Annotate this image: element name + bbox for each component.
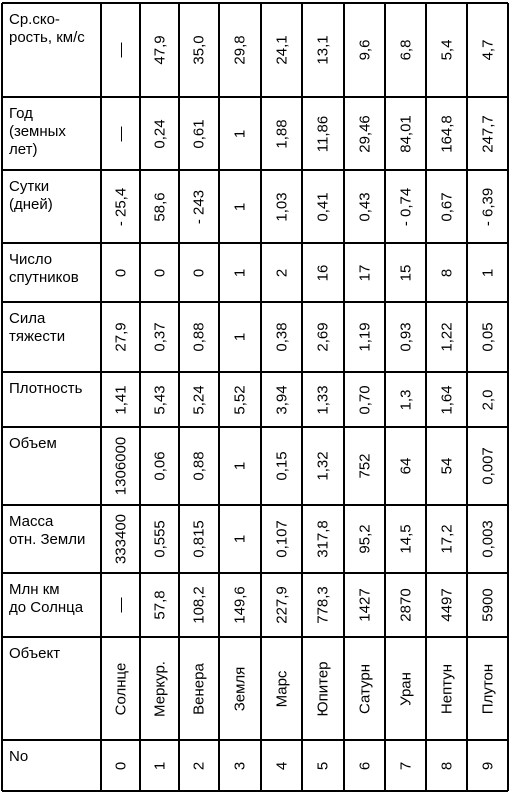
cell-value: 2,0: [479, 389, 496, 410]
cell-value: 778,3: [314, 586, 332, 624]
cell-value: 333400: [112, 513, 129, 565]
grid-column-line: [260, 3, 262, 791]
cell-value: 5900: [479, 588, 496, 622]
table-cell: [140, 302, 179, 372]
table-cell: [385, 243, 426, 302]
row-header-label: Объем: [9, 435, 57, 452]
table-cell: [467, 243, 508, 302]
table-cell: [140, 573, 179, 637]
table-cell: [261, 637, 302, 740]
table-cell: [302, 740, 344, 791]
cell-value: 4,7: [479, 39, 496, 61]
table-cell: [302, 3, 344, 97]
cell-value: 247,7: [479, 114, 496, 153]
table-cell: [426, 427, 467, 505]
table-cell: [467, 740, 508, 791]
table-cell: [426, 3, 467, 97]
cell-value: 0,24: [151, 118, 168, 149]
table-cell: [101, 573, 140, 637]
cell-value: 5,4: [438, 39, 455, 61]
cell-value: 1,19: [356, 322, 373, 352]
cell-value: Меркур.: [151, 660, 168, 717]
table-cell: [385, 97, 426, 170]
table-cell: [426, 740, 467, 791]
table-cell: [140, 427, 179, 505]
table-cell: [344, 170, 385, 243]
table-cell: [219, 740, 261, 791]
cell-value: 95,2: [356, 524, 373, 554]
table-cell: [179, 427, 219, 505]
table-cell: [261, 427, 302, 505]
cell-value: 149,6: [231, 586, 249, 624]
row-header: [2, 3, 101, 97]
row-header: [2, 573, 101, 637]
table-cell: [385, 427, 426, 505]
row-header-label: No: [9, 748, 29, 765]
table-cell: [140, 243, 179, 302]
table-cell: [344, 505, 385, 573]
cell-value: 0,05: [479, 322, 496, 352]
table-cell: [219, 637, 261, 740]
cell-value: 15: [397, 264, 414, 281]
cell-value: 6,8: [397, 39, 414, 61]
cell-value: Нептун: [438, 663, 455, 714]
cell-value: 57,8: [151, 590, 168, 620]
table-cell: [426, 302, 467, 372]
cell-value: 1: [231, 534, 249, 544]
table-cell: [344, 97, 385, 170]
cell-value: 0,815: [190, 520, 208, 558]
cell-value: - 25,4: [112, 187, 129, 226]
cell-value: 8: [438, 761, 455, 770]
cell-value: 4: [273, 761, 290, 770]
grid-row-line: [2, 636, 508, 638]
row-header: [2, 427, 101, 505]
cell-value: 1,88: [273, 118, 290, 149]
cell-value: 16: [314, 264, 332, 281]
table-cell: [219, 170, 261, 243]
cell-value: 29,46: [356, 114, 373, 153]
row-header-label: Объект: [9, 645, 61, 662]
cell-value: 54: [438, 457, 455, 475]
table-cell: [426, 505, 467, 573]
row-header: [2, 170, 101, 243]
table-cell: [101, 302, 140, 372]
table-cell: [467, 372, 508, 427]
table-cell: [426, 97, 467, 170]
row-header: [2, 372, 101, 427]
cell-value: 17: [356, 264, 373, 281]
table-cell: [344, 372, 385, 427]
table-cell: [302, 372, 344, 427]
cell-value: 1,22: [438, 322, 455, 352]
table-cell: [302, 573, 344, 637]
table-cell: [302, 637, 344, 740]
cell-value: 0: [151, 268, 168, 277]
cell-value: 27,9: [112, 322, 129, 352]
table-cell: [344, 637, 385, 740]
cell-value: 6: [356, 761, 373, 770]
cell-value: 7: [397, 761, 414, 770]
cell-value: 1: [231, 129, 249, 138]
cell-value: 0,107: [273, 520, 290, 558]
table-cell: [179, 97, 219, 170]
cell-value: 3,94: [273, 384, 290, 415]
table-cell: [344, 243, 385, 302]
table-cell: [140, 505, 179, 573]
cell-value: 1: [479, 268, 496, 277]
cell-value: 0,88: [190, 451, 208, 481]
table-cell: [344, 740, 385, 791]
table-cell: [219, 372, 261, 427]
table-cell: [385, 302, 426, 372]
cell-value: Плутон: [479, 663, 496, 714]
table-cell: [101, 637, 140, 740]
cell-value: Земля: [231, 666, 249, 711]
table-cell: [219, 573, 261, 637]
row-header-label: Ср.ско- рость, км/с: [9, 11, 85, 46]
grid-column-line: [507, 3, 509, 791]
table-cell: [261, 3, 302, 97]
cell-value: Марс: [273, 670, 290, 707]
cell-value: 3: [231, 761, 249, 770]
cell-value: 0,003: [479, 520, 496, 558]
row-header: [2, 637, 101, 740]
grid-column-line: [301, 3, 303, 791]
cell-value: —: [112, 126, 129, 141]
cell-value: 9: [479, 761, 496, 770]
grid-row-line: [2, 96, 508, 98]
row-header-label: Плотность: [9, 380, 83, 397]
row-header: [2, 97, 101, 170]
row-header-label: Год (земных лет): [9, 105, 66, 158]
table-cell: [179, 302, 219, 372]
cell-value: 35,0: [190, 35, 208, 65]
cell-value: 29,8: [231, 35, 249, 65]
cell-value: 1,33: [314, 384, 332, 415]
table-cell: [101, 372, 140, 427]
cell-value: Венера: [190, 662, 208, 715]
cell-value: 2870: [397, 588, 414, 622]
cell-value: 0,61: [190, 118, 208, 149]
table-cell: [179, 740, 219, 791]
table-cell: [101, 243, 140, 302]
grid-row-line: [2, 739, 508, 741]
table-cell: [344, 302, 385, 372]
table-cell: [219, 243, 261, 302]
cell-value: 0: [112, 268, 129, 277]
cell-value: - 6,39: [479, 187, 496, 226]
table-cell: [179, 505, 219, 573]
table-cell: [426, 170, 467, 243]
row-header-label: Млн км до Солнца: [9, 581, 84, 616]
cell-value: Сатурн: [356, 663, 373, 714]
cell-value: 0,37: [151, 322, 168, 352]
cell-value: 14,5: [397, 524, 414, 554]
cell-value: —: [112, 42, 129, 58]
table-cell: [219, 427, 261, 505]
row-header: [2, 302, 101, 372]
table-cell: [261, 243, 302, 302]
row-header: [2, 243, 101, 302]
table-cell: [385, 637, 426, 740]
table-cell: [101, 97, 140, 170]
cell-value: 1: [231, 268, 249, 277]
cell-value: 2,69: [314, 322, 332, 352]
table-cell: [140, 170, 179, 243]
cell-value: 1: [231, 332, 249, 342]
table-cell: [219, 97, 261, 170]
table-cell: [302, 243, 344, 302]
table-cell: [261, 573, 302, 637]
cell-value: 64: [397, 457, 414, 475]
table-cell: [219, 302, 261, 372]
cell-value: - 0,74: [397, 187, 414, 226]
table-cell: [467, 427, 508, 505]
cell-value: 0: [112, 761, 129, 770]
table-cell: [140, 97, 179, 170]
table-cell: [261, 97, 302, 170]
cell-value: 2: [190, 761, 208, 770]
cell-value: 0,555: [151, 520, 168, 558]
table-cell: [344, 573, 385, 637]
table-cell: [179, 573, 219, 637]
table-cell: [426, 573, 467, 637]
table-cell: [261, 170, 302, 243]
cell-value: —: [112, 597, 129, 613]
grid-row-line: [2, 301, 508, 303]
cell-value: 8: [438, 268, 455, 277]
cell-value: 1: [151, 761, 168, 770]
row-header-label: Сутки (дней): [9, 178, 53, 213]
cell-value: 317,8: [314, 520, 332, 558]
cell-value: 9,6: [356, 39, 373, 61]
table-cell: [344, 3, 385, 97]
row-header-label: Масса отн. Земли: [9, 513, 86, 548]
cell-value: 1,3: [397, 389, 414, 410]
table-cell: [179, 243, 219, 302]
table-cell: [467, 505, 508, 573]
cell-value: 17,2: [438, 524, 455, 554]
cell-value: 227,9: [273, 586, 290, 624]
table-cell: [467, 302, 508, 372]
cell-value: 0,93: [397, 322, 414, 352]
cell-value: 164,8: [438, 114, 455, 153]
table-cell: [426, 372, 467, 427]
grid-row-line: [2, 371, 508, 373]
cell-value: 1,64: [438, 384, 455, 415]
cell-value: 2: [273, 268, 290, 277]
cell-value: 0,67: [438, 191, 455, 222]
cell-value: 0,43: [356, 191, 373, 222]
cell-value: 0,88: [190, 322, 208, 352]
grid-column-line: [100, 3, 102, 791]
table-cell: [385, 740, 426, 791]
cell-value: 24,1: [273, 35, 290, 65]
grid-row-line: [2, 2, 508, 4]
table-cell: [140, 740, 179, 791]
table-cell: [385, 170, 426, 243]
table-cell: [219, 505, 261, 573]
cell-value: 58,6: [151, 191, 168, 222]
cell-value: 4497: [438, 588, 455, 622]
cell-value: 5,43: [151, 384, 168, 415]
table-cell: [179, 3, 219, 97]
cell-value: 1427: [356, 588, 373, 622]
table-cell: [467, 97, 508, 170]
cell-value: 1,03: [273, 191, 290, 222]
grid-column-line: [466, 3, 468, 791]
table-cell: [467, 637, 508, 740]
cell-value: 1,41: [112, 384, 129, 415]
cell-value: 11,86: [314, 115, 332, 152]
cell-value: 84,01: [397, 114, 414, 153]
table-cell: [467, 3, 508, 97]
grid-row-line: [2, 169, 508, 171]
cell-value: 752: [356, 453, 373, 479]
grid-column-line: [343, 3, 345, 791]
cell-value: 0,06: [151, 451, 168, 481]
row-header: [2, 740, 101, 791]
cell-value: Солнце: [112, 662, 129, 715]
table-cell: [385, 505, 426, 573]
cell-value: 0,007: [479, 447, 496, 485]
cell-value: 1: [231, 202, 249, 211]
table-cell: [261, 740, 302, 791]
table-cell: [179, 637, 219, 740]
table-cell: [467, 170, 508, 243]
table-cell: [101, 170, 140, 243]
cell-value: - 243: [190, 189, 208, 224]
cell-value: 0: [190, 268, 208, 277]
grid-column-line: [218, 3, 220, 791]
table-cell: [344, 427, 385, 505]
grid-row-line: [2, 242, 508, 244]
cell-value: Уран: [397, 671, 414, 706]
table-cell: [302, 427, 344, 505]
grid-column-line: [1, 3, 3, 791]
cell-value: 13,1: [314, 35, 332, 65]
grid-column-line: [384, 3, 386, 791]
table-cell: [261, 372, 302, 427]
cell-value: 0,70: [356, 384, 373, 415]
table-cell: [302, 505, 344, 573]
cell-value: 5,24: [190, 384, 208, 415]
table-cell: [385, 573, 426, 637]
grid-column-line: [178, 3, 180, 791]
table-cell: [426, 637, 467, 740]
cell-value: 5,52: [231, 384, 249, 415]
row-header: [2, 505, 101, 573]
table-cell: [179, 372, 219, 427]
table-cell: [101, 505, 140, 573]
table-cell: [140, 3, 179, 97]
grid-column-line: [139, 3, 141, 791]
grid-row-line: [2, 572, 508, 574]
grid-row-line: [2, 790, 508, 792]
table-cell: [140, 372, 179, 427]
cell-value: Юпитер: [314, 660, 332, 717]
grid-row-line: [2, 426, 508, 428]
table-cell: [101, 740, 140, 791]
table-cell: [140, 637, 179, 740]
cell-value: 108,2: [190, 586, 208, 624]
cell-value: 0,41: [314, 191, 332, 222]
cell-value: 1,32: [314, 451, 332, 481]
table-cell: [261, 302, 302, 372]
cell-value: 1306000: [112, 436, 129, 496]
table-cell: [261, 505, 302, 573]
cell-value: 0,15: [273, 451, 290, 481]
cell-value: 5: [314, 761, 332, 770]
grid-column-line: [425, 3, 427, 791]
table-cell: [385, 3, 426, 97]
table-cell: [179, 170, 219, 243]
cell-value: 0,38: [273, 322, 290, 352]
table-cell: [302, 302, 344, 372]
cell-value: 1: [231, 461, 249, 471]
table-cell: [467, 573, 508, 637]
table-cell: [302, 97, 344, 170]
table-cell: [302, 170, 344, 243]
table-cell: [219, 3, 261, 97]
table-cell: [385, 372, 426, 427]
table-cell: [101, 427, 140, 505]
row-header-label: Сила тяжести: [9, 310, 66, 345]
grid-row-line: [2, 504, 508, 506]
table-cell: [101, 3, 140, 97]
row-header-label: Число спутников: [9, 251, 79, 286]
table-cell: [426, 243, 467, 302]
cell-value: 47,9: [151, 35, 168, 65]
